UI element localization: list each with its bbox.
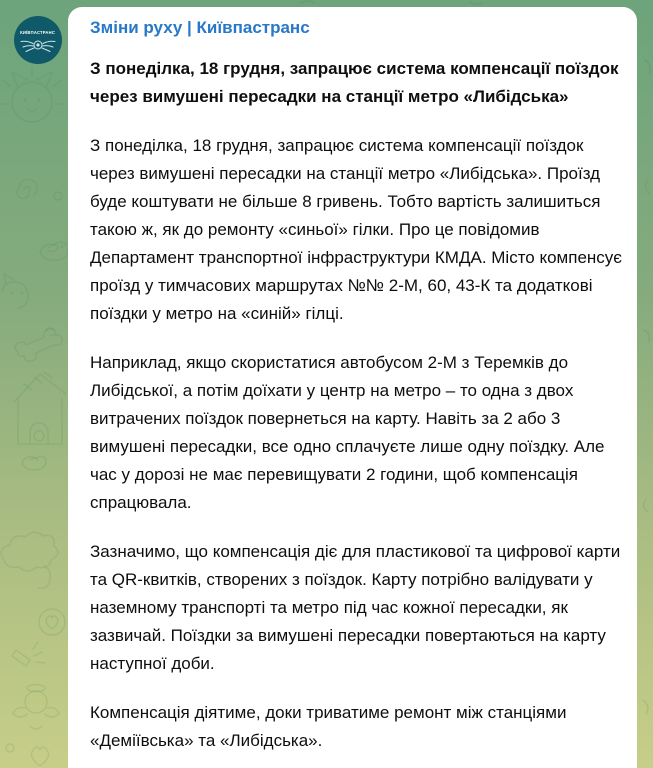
- doodle-firecracker-icon: [12, 642, 45, 666]
- wings-logo-icon: [20, 38, 56, 53]
- message-paragraph-1: З понеділка, 18 грудня, запрацює система компенсації поїздок через вимушені пересадки на станції метро «Либідська». Проїзд буде коштувати не більше 8 гривень. Тобто вартість залишиться такою ж, як до ремонту «синьої» гілки. Про це повідомив Департамент транспортної інфраструктури КМДА. Місто компенсує проїзд у тимчасових маршрутах №№ 2-М, 60, 43-К та додаткові поїздки у метро на «синій» гілці.: [90, 136, 622, 323]
- doodle-cloud-dog-icon: [1, 532, 58, 588]
- channel-avatar[interactable]: [14, 16, 62, 64]
- message-bubble: [68, 7, 637, 768]
- message-paragraph-2: Наприклад, якщо скористатися автобусом 2-М з Теремків до Либідської, а потім доїхати у центр на метро – то одна з двох витрачених поїздок повернеться на карту. Навіть за 2 або 3 вимушені пересадки, все одно сплачуєте лише одну поїздку. Але час у дорозі не має перевищувати 2 години, щоб компенсація спрацювала.: [90, 353, 605, 512]
- message-headline: З понеділка, 18 грудня, запрацює система компенсації поїздок через вимушені пересадки на станції метро «Либідська»: [90, 59, 619, 106]
- doodle-spiral-icon: [17, 179, 62, 200]
- doodle-heart-circle-icon: [39, 609, 65, 635]
- channel-name[interactable]: Зміни руху | Київпастранс: [90, 18, 310, 37]
- avatar-label: КИЇВПАСТРАНС: [20, 29, 56, 35]
- doodle-peeking-cat-icon: [2, 274, 56, 336]
- message-paragraph-4: Компенсація діятиме, доки триватиме ремонт між станціями «Деміївська» та «Либідська».: [90, 703, 567, 750]
- doodle-bird2-icon: [22, 456, 46, 470]
- doodle-heart-icon: [6, 744, 48, 766]
- message-paragraph-3: Зазначимо, що компенсація діє для пластикової та цифрової карти та QR-квитків, створених з поїздок. Карту потрібно валідувати у наземному транспорті та метро під час кожної пересадки, як зазвичай. Поїздки за вимушені пересадки повертаються на карту наступної доби.: [90, 542, 621, 673]
- doodle-angel-dog-icon: [13, 685, 59, 730]
- doodle-dog-house-icon: [14, 372, 66, 444]
- doodle-bone-icon: [15, 329, 62, 362]
- doodle-cat-face-icon: [1, 68, 63, 122]
